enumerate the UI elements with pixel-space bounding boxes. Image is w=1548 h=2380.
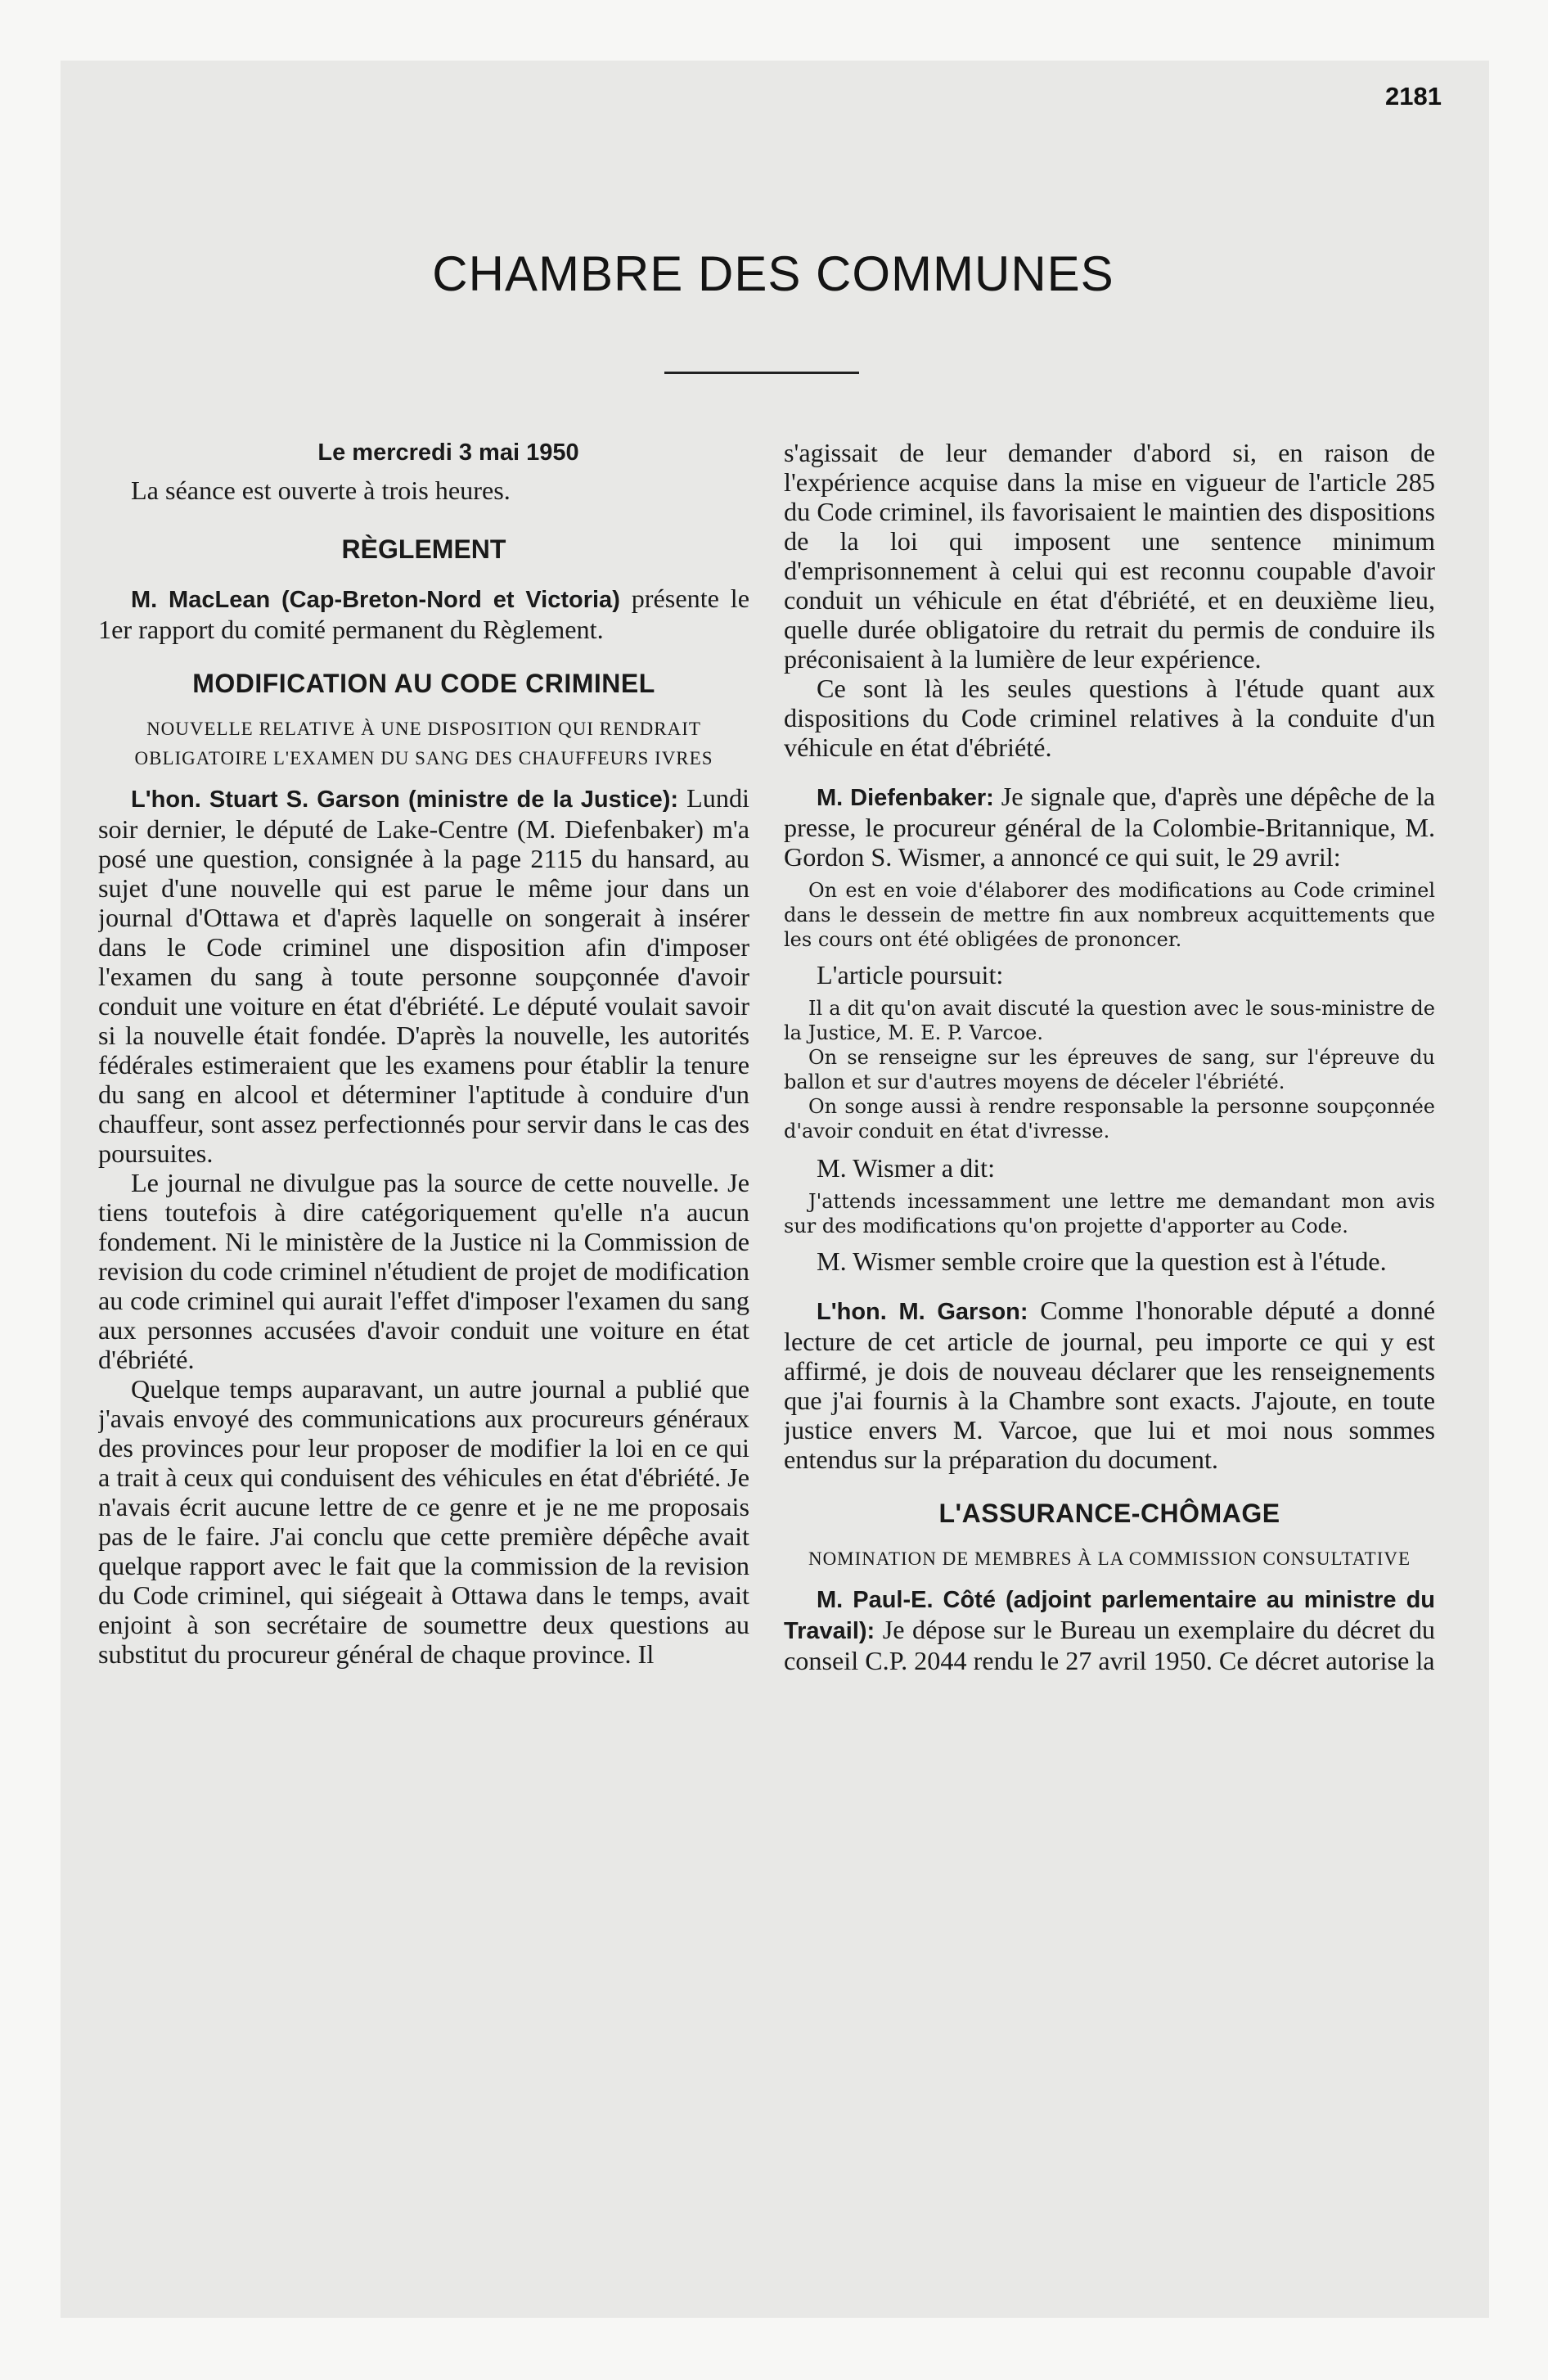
spacer [784,1276,1435,1296]
wismer-croire: M. Wismer semble croire que la question est à l'étude. [817,1246,1387,1276]
diefenbaker-speaker: M. Diefenbaker: [817,785,994,811]
seules-questions-paragraph: Ce sont là les seules questions à l'étude quant aux dispositions du Code criminel relatives à la conduite d'un véhicule en état d'ébriété. [784,674,1435,762]
cote-text: Je dépose sur le Bureau un exemplaire du décret du conseil C.P. 2044 rendu le 27 avril 1950. Ce décret autorise la [784,1615,1435,1675]
heading-reglement: RÈGLEMENT [341,534,506,564]
right-column [784,438,1435,2173]
sitting-date: Le mercredi 3 mai 1950 [317,439,579,466]
page-number: 2181 [1385,82,1442,110]
garson-reply-text: Comme l'honorable député a donné lecture de cet article de journal, peu importe ce qui y est affirmé, je dois de nouveau déclarer que les renseignements que j'ai fournis à la Chambre sont exacts. J'ajoute, en toute justice envers M. Varcoe, que lui et moi nous sommes entendus sur la préparation du document. [784,1296,1435,1474]
quote-lettre: J'attends incessamment une lettre me demandant mon avis sur des modifications qu'on projette d'apporter au Code. [784,1190,1435,1237]
subheading-assurance-chomage: NOMINATION DE MEMBRES À LA COMMISSION CONSULTATIVE [808,1548,1411,1569]
quote-block-wismer [784,996,1435,1143]
cote-paragraph [784,1584,1435,1675]
left-column [98,438,749,2173]
wismer-dit: M. Wismer a dit: [817,1153,996,1183]
garson-speaker: L'hon. Stuart S. Garson (ministre de la Justice): [131,787,679,813]
spacer [784,762,1435,782]
page-title: CHAMBRE DES COMMUNES [432,246,1114,301]
maclean-paragraph [98,584,749,644]
subheading-code-criminel: NOUVELLE RELATIVE À UNE DISPOSITION QUI RENDRAIT OBLIGATOIRE L'EXAMEN DU SANG DES CHAUFFEURS IVRES [134,719,713,769]
article-poursuit: L'article poursuit: [817,960,1004,989]
quote-epreuves: On se renseigne sur les épreuves de sang, sur l'épreuve du ballon et sur d'autres moyens de déceler l'ébriété. [784,1046,1435,1093]
garson-text-1: Lundi soir dernier, le député de Lake-Centre (M. Diefenbaker) m'a posé une question, consignée à la page 2115 du hansard, au sujet d'une nouvelle qui est parue le même jour dans un journal d'Ottawa et d'après laquelle on songerait à insérer dans le Code criminel une disposition afin d'imposer l'examen du sang à toute personne soupçonnée d'avoir conduit une voiture en état d'ébriété. Le député voulait savoir si la nouvelle était fondée. D'après la nouvelle, les autorités fédérales estimeraient que les examens pour établir la tenure du sang en alcool et déterminer l'aptitude à conduire d'un chauffeur, sont assez perfectionnés pour servir dans le cas des poursuites. [98,783,749,1168]
quote-responsable: On songe aussi à rendre responsable la personne soupçonnée d'avoir conduit en état d'ivresse. [784,1095,1435,1143]
maclean-speaker: M. MacLean (Cap-Breton-Nord et Victoria) [131,587,620,613]
title-rule [664,372,859,374]
continuation-paragraph: s'agissait de leur demander d'abord si, en raison de l'expérience acquise dans la mise en vigueur de l'article 285 du Code criminel, ils favorisaient le maintien des dispositions de la loi qui imposent une sentence minimum d'emprisonnement à celui qui est reconnu coupable d'avoir conduit un véhicule en état d'ébriété, et en deuxième lieu, quelle durée obligatoire du retrait du permis de conduire ils préconisaient à la lumière de leur expérience. [784,438,1435,674]
opening-line: La séance est ouverte à trois heures. [131,476,511,505]
diefenbaker-paragraph [784,782,1435,872]
garson-paragraph-3: Quelque temps auparavant, un autre journal a publié que j'avais envoyé des communications aux procureurs généraux des provinces pour leur proposer de modifier la loi en ce qui a trait à ceux qui conduisent des véhicules en état d'ébriété. Je n'avais écrit aucune lettre de ce genre et je ne me proposais pas de le faire. J'ai conclu que cette première dépêche avait quelque rapport avec le fait que la commission de la revision du Code criminel, qui siégeait à Ottawa dans le temps, avait enjoint à son secrétaire de soumettre deux questions au substitut du procureur général de chaque province. Il [98,1374,749,1669]
diefenbaker-text: Je signale que, d'après une dépêche de la presse, le procureur général de la Colombie-Britannique, M. Gordon S. Wismer, a annoncé ce qui suit, le 29 avril: [784,782,1435,872]
maclean-text: présente le 1er rapport du comité permanent du Règlement. [98,584,749,644]
heading-assurance-chomage: L'ASSURANCE-CHÔMAGE [938,1499,1280,1528]
heading-code-criminel: MODIFICATION AU CODE CRIMINEL [192,669,655,698]
quote-acquittements: On est en voie d'élaborer des modifications au Code criminel dans le dessein de mettre fin aux nombreux acquittements que les cours ont été obligées de prononcer. [784,879,1435,951]
garson-paragraph-1 [98,783,749,1168]
garson-reply-speaker: L'hon. M. Garson: [817,1299,1028,1325]
quote-varcoe: Il a dit qu'on avait discuté la question avec le sous-ministre de la Justice, M. E. P. Varcoe. [784,997,1435,1044]
cote-speaker: M. Paul-E. Côté (adjoint parlementaire au ministre du Travail): [784,1587,1435,1644]
garson-reply-paragraph [784,1296,1435,1474]
garson-paragraph-2: Le journal ne divulgue pas la source de cette nouvelle. Je tiens toutefois à dire catégoriquement qu'elle n'a aucun fondement. Ni le ministère de la Justice ni la Commission de revision du code criminel n'étudient de projet de modification au code criminel qui aurait l'effet d'imposer l'examen du sang aux personnes accusées d'avoir conduit une voiture en état d'ébriété. [98,1168,749,1374]
